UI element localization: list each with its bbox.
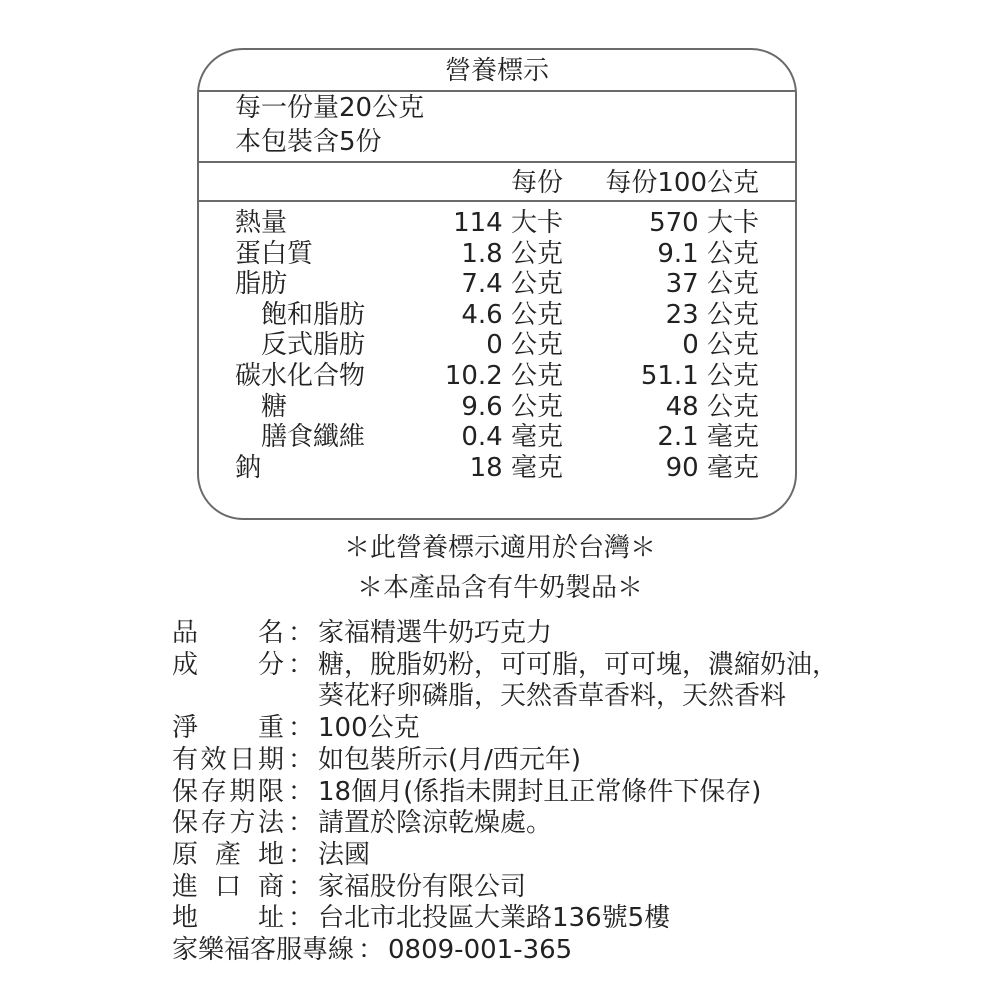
nutrient-per-serving: 4.6 公克: [461, 299, 563, 330]
info-separator: ：: [358, 935, 385, 966]
column-header-per-100g: 每份100公克: [605, 168, 759, 198]
nutrient-name: 反式脂肪: [261, 330, 366, 361]
info-value-shelf-life: 18個月(係指未開封且正常條件下保存): [318, 776, 762, 807]
info-label-storage: 保存方法: [172, 808, 284, 839]
info-label-address: 地址: [172, 903, 284, 934]
info-value-hotline: 0809-001-365: [388, 935, 573, 966]
divider-serving: [199, 161, 795, 163]
info-separator: ：: [287, 903, 314, 934]
info-separator: ：: [287, 776, 314, 807]
nutrient-name: 膳食纖維: [261, 422, 366, 453]
info-value-origin: 法國: [318, 839, 371, 870]
nutrient-per-100g: 90 毫克: [665, 452, 759, 483]
nutrient-per-100g: 9.1 公克: [657, 238, 759, 269]
nutrient-name: 碳水化合物: [235, 360, 366, 391]
nutrient-per-serving: 9.6 公克: [461, 391, 563, 422]
info-label-importer: 進口商: [172, 871, 284, 902]
nutrient-per-serving: 18 毫克: [469, 452, 563, 483]
info-row-ingredients: [172, 650, 962, 682]
info-row-weight: [172, 713, 962, 745]
nutrient-name: 鈉: [235, 452, 262, 483]
nutrient-per-serving: 1.8 公克: [461, 238, 563, 269]
nutrient-row: [199, 300, 795, 331]
info-separator: ：: [287, 808, 314, 839]
info-separator: ：: [287, 713, 314, 744]
info-value-address: 台北市北投區大業路136號5樓: [318, 903, 671, 934]
nutrient-per-100g: 37 公克: [665, 269, 759, 300]
nutrient-per-100g: 0 公克: [682, 330, 759, 361]
info-value-importer: 家福股份有限公司: [318, 871, 527, 902]
info-value-storage: 請置於陰涼乾燥處。: [318, 808, 553, 839]
nutrient-per-serving: 0.4 毫克: [461, 422, 563, 453]
nutrient-per-serving: 114 大卡: [453, 208, 563, 238]
info-row-importer: [172, 872, 962, 904]
info-row-origin: [172, 840, 962, 872]
divider-header: [199, 200, 795, 202]
info-label-expiry: 有效日期: [172, 744, 284, 775]
nutrient-name: 脂肪: [235, 269, 288, 300]
nutrition-facts-panel: [197, 48, 797, 520]
nutrient-table: [199, 208, 795, 483]
info-value-weight: 100公克: [318, 713, 420, 744]
nutrient-per-100g: 23 公克: [665, 299, 759, 330]
nutrition-title: 營養標示: [444, 56, 549, 86]
info-value-expiry: 如包裝所示(月/西元年): [318, 744, 582, 775]
info-value-ingredients-line1: 糖，脫脂奶粉，可可脂，可可塊，濃縮奶油，: [318, 649, 839, 680]
nutrient-per-100g: 570 大卡: [649, 208, 759, 238]
nutrient-row: [199, 269, 795, 300]
info-label-name: 品名: [172, 618, 284, 648]
info-label-hotline: 家樂福客服專線: [172, 935, 355, 966]
column-header-per-serving: 每份: [510, 168, 563, 198]
info-row-name: [172, 618, 962, 650]
info-label-ingredients: 成分: [172, 649, 284, 680]
nutrient-row: [199, 330, 795, 361]
info-separator: ：: [287, 839, 314, 870]
info-row-expiry: [172, 745, 962, 777]
note-taiwan: ＊此營養標示適用於台灣＊: [343, 533, 656, 563]
info-row-storage: [172, 808, 962, 840]
serving-size: 每一份量20公克: [235, 93, 425, 123]
nutrient-per-serving: 10.2 公克: [444, 360, 563, 391]
info-label-origin: 原產地: [172, 839, 284, 870]
info-separator: ：: [287, 649, 314, 680]
nutrient-per-serving: 0 公克: [486, 330, 563, 361]
nutrient-name: 飽和脂肪: [261, 299, 366, 330]
info-row-ingredients-cont: [172, 681, 962, 713]
info-row-hotline: [172, 935, 962, 967]
nutrient-per-100g: 2.1 毫克: [657, 422, 759, 453]
info-value-name: 家福精選牛奶巧克力: [318, 618, 553, 648]
info-row-address: [172, 903, 962, 935]
servings-per-pack: 本包裝含5份: [235, 127, 382, 157]
nutrient-name: 熱量: [235, 208, 288, 238]
nutrient-per-serving: 7.4 公克: [461, 269, 563, 300]
nutrient-row: [199, 208, 795, 239]
nutrient-row: [199, 239, 795, 270]
nutrient-row: [199, 422, 795, 453]
info-value-ingredients-line2: 葵花籽卵磷脂，天然香草香料，天然香料: [318, 681, 787, 712]
info-separator: ：: [287, 871, 314, 902]
nutrient-per-100g: 51.1 公克: [640, 360, 759, 391]
nutrient-row: [199, 392, 795, 423]
nutrient-row: [199, 453, 795, 484]
info-separator: ：: [287, 744, 314, 775]
info-row-shelf-life: [172, 777, 962, 809]
note-milk: ＊本產品含有牛奶製品＊: [356, 573, 643, 603]
info-label-shelf-life: 保存期限: [172, 776, 284, 807]
nutrient-name: 糖: [261, 391, 288, 422]
nutrient-per-100g: 48 公克: [665, 391, 759, 422]
info-label-weight: 淨重: [172, 713, 284, 744]
nutrient-name: 蛋白質: [235, 238, 314, 269]
nutrient-row: [199, 361, 795, 392]
info-separator: ：: [287, 618, 314, 648]
product-info: [172, 618, 962, 967]
